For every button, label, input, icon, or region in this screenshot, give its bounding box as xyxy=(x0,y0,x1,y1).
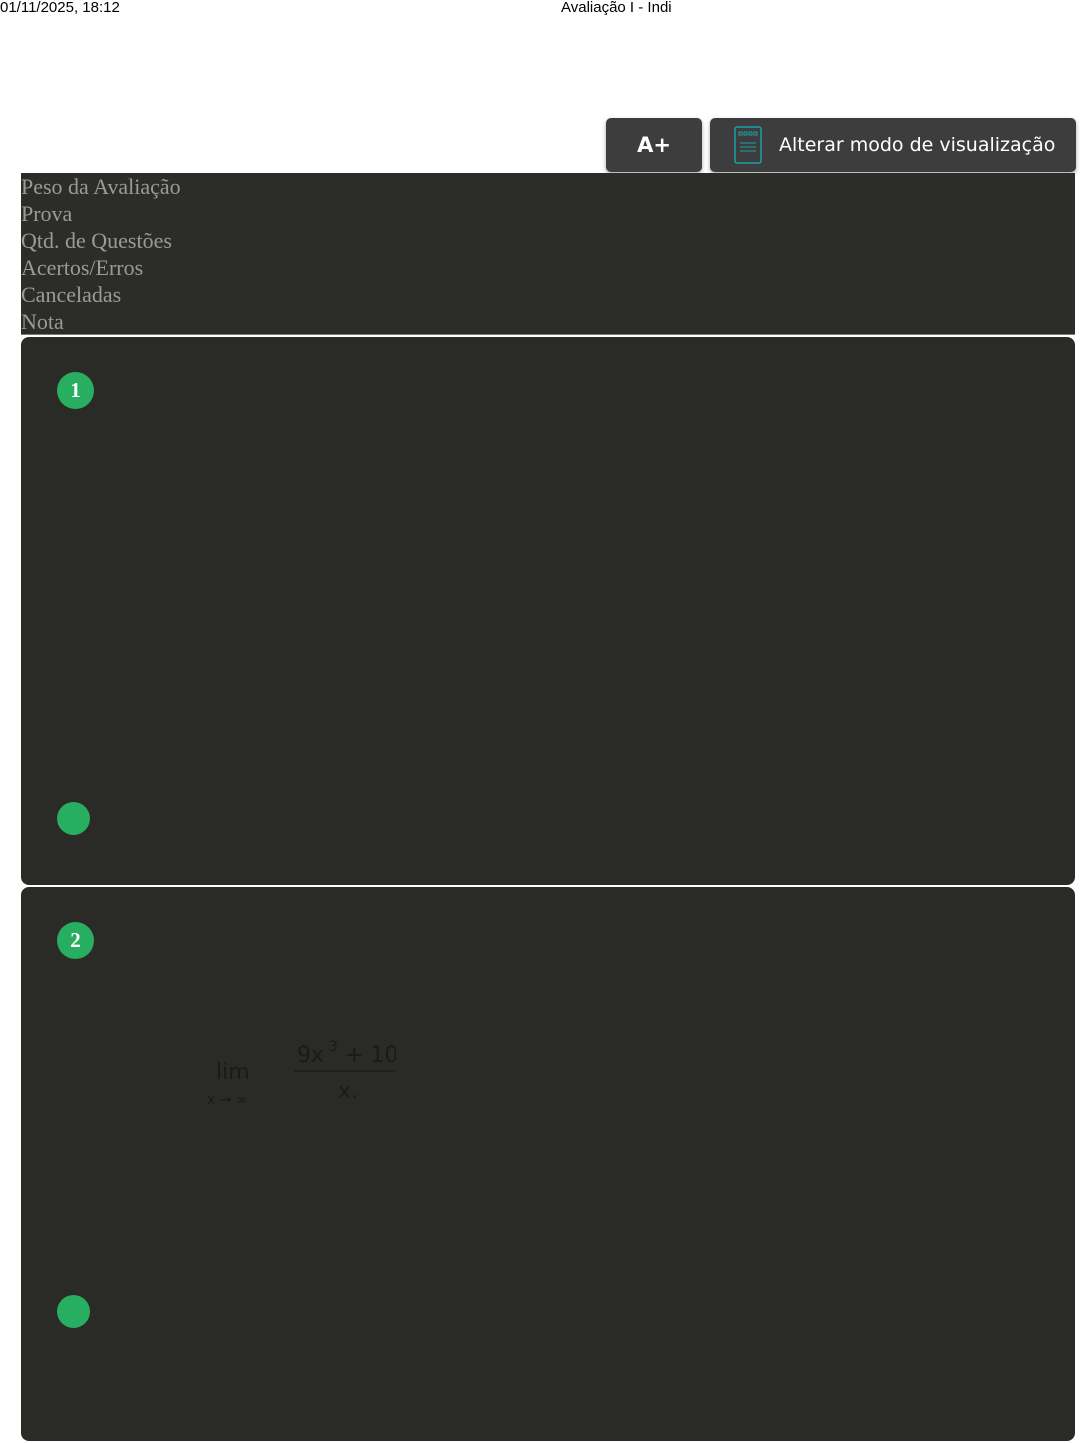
summary-row-question-count: Qtd. de Questões xyxy=(21,228,172,253)
formula-numerator-rest: + 10 xyxy=(338,1043,396,1068)
question-card-1 xyxy=(21,337,1075,885)
formula-numerator-exponent: 3 xyxy=(329,1039,338,1055)
font-size-button[interactable] xyxy=(606,118,702,172)
evaluation-summary xyxy=(21,173,1075,335)
summary-row-exam: Prova xyxy=(21,201,73,226)
view-mode-button-label: Alterar modo de visualização xyxy=(779,134,1056,156)
formula-numerator-base: 9x xyxy=(297,1043,325,1068)
view-mode-button[interactable] xyxy=(710,118,1076,172)
print-datetime: 01/11/2025, 18:12 xyxy=(0,0,120,16)
formula-operator: lim xyxy=(216,1060,250,1085)
limit-formula-image xyxy=(206,1035,396,1111)
summary-row-weight: Peso da Avaliação xyxy=(21,174,181,199)
question-number-badge: 1 xyxy=(57,372,94,409)
print-header xyxy=(0,0,1086,18)
document-icon xyxy=(734,126,762,164)
summary-row-hits-errors: Acertos/Erros xyxy=(21,255,144,280)
font-size-button-label: A+ xyxy=(637,133,671,157)
summary-row-grade: Nota xyxy=(21,309,64,334)
formula-denominator: x. xyxy=(338,1079,359,1104)
print-page-title: Avaliação I - Indi xyxy=(561,0,672,16)
question-card-2 xyxy=(21,887,1075,1441)
formula-subscript: x → ∞ xyxy=(207,1092,248,1108)
answer-option-marker[interactable] xyxy=(57,1295,90,1328)
answer-option-marker[interactable] xyxy=(57,802,90,835)
summary-row-cancelled: Canceladas xyxy=(21,282,122,307)
question-number-badge: 2 xyxy=(57,922,94,959)
